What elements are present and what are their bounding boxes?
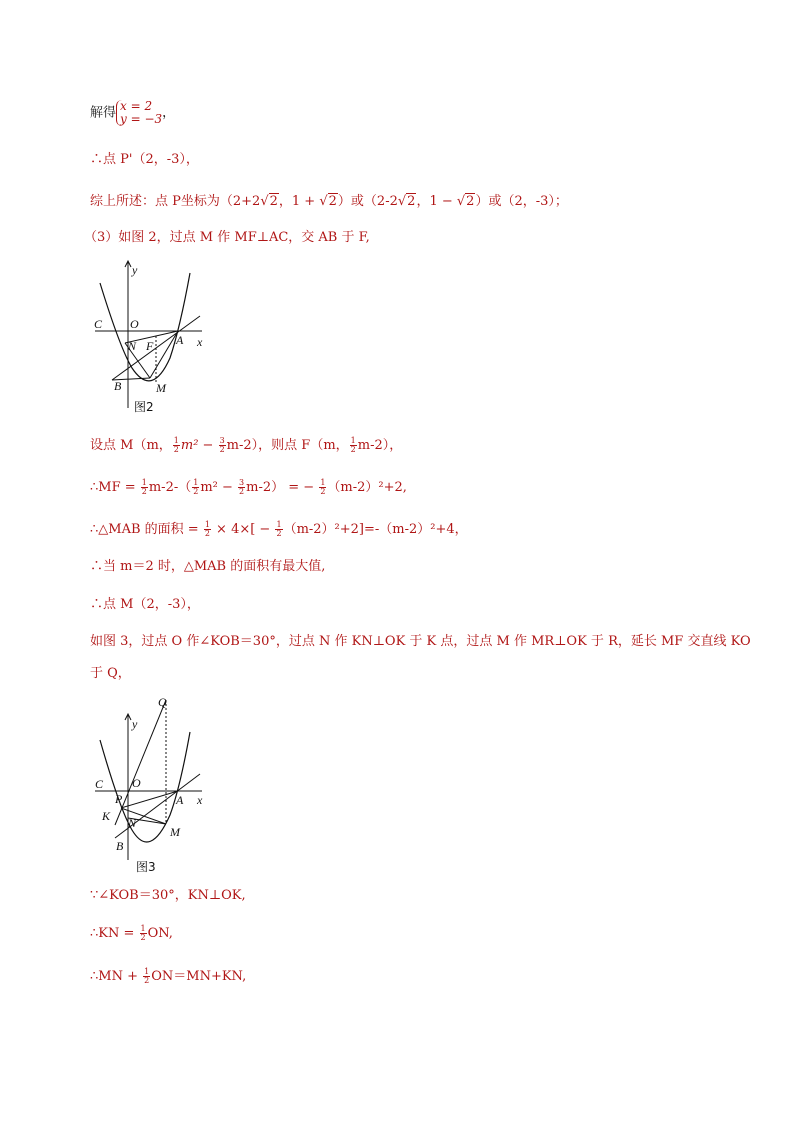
frac-d: 2 bbox=[239, 487, 245, 496]
l7-c: （m-2）²+2]=-（m-2）²+4， bbox=[283, 522, 468, 537]
l3-h: 2 bbox=[466, 194, 475, 209]
solution-line-6 bbox=[90, 479, 407, 497]
l5-d: m-2）， bbox=[357, 438, 403, 453]
frac-n: 1 bbox=[193, 478, 199, 487]
figure-3-caption: 图3 bbox=[136, 860, 156, 874]
l6-c: m² − bbox=[200, 480, 238, 495]
l6-b: m-2-（ bbox=[148, 480, 192, 495]
solution-line-7 bbox=[90, 521, 468, 539]
frac-half bbox=[319, 479, 326, 496]
solution-line-9: ∴点 M（2，-3）， bbox=[90, 597, 200, 612]
equation-system bbox=[116, 100, 162, 126]
solution-line-4: （3）如图 2，过点 M 作 MF⊥AC，交 AB 于 F, bbox=[84, 230, 370, 245]
frac-d: 2 bbox=[204, 529, 210, 538]
solution-line-11: 于 Q， bbox=[90, 666, 131, 681]
figure-2 bbox=[90, 258, 210, 418]
frac-half bbox=[141, 479, 148, 496]
fig2-label-C: C bbox=[94, 317, 103, 331]
fig2-label-y: y bbox=[132, 263, 138, 277]
l5-a: 设点 M（m， bbox=[90, 438, 172, 453]
frac-n: 1 bbox=[140, 924, 146, 933]
frac-d: 2 bbox=[350, 445, 356, 454]
fig3-label-M: M bbox=[170, 825, 180, 839]
frac-half bbox=[173, 437, 180, 454]
fig2-label-A: A bbox=[176, 333, 184, 347]
l7-b: × 4×[ − bbox=[211, 522, 275, 537]
frac-n: 1 bbox=[276, 520, 282, 529]
fig2-label-x: x bbox=[197, 335, 203, 349]
frac-d: 2 bbox=[219, 445, 225, 454]
frac-half bbox=[192, 479, 199, 496]
text-jiede: 解得 bbox=[90, 105, 117, 121]
fig2-label-B: B bbox=[114, 379, 122, 393]
l3-b: 2 bbox=[269, 194, 278, 209]
l7-a: ∴△MAB 的面积 = bbox=[90, 522, 203, 537]
solution-line-3: 综上所述：点 P坐标为（2+2√2，1 + √2）或（2-2√2，1 − √2）或（2，-3）； bbox=[90, 194, 568, 209]
fig3-label-P: P bbox=[115, 792, 123, 806]
eq-y: y = −3 bbox=[120, 112, 163, 126]
frac-n: 1 bbox=[144, 967, 150, 976]
frac-half bbox=[350, 437, 357, 454]
frac-half bbox=[204, 521, 211, 538]
frac-d: 2 bbox=[140, 933, 146, 942]
fig3-label-C: C bbox=[95, 777, 104, 791]
frac-three-halves bbox=[238, 479, 245, 496]
frac-d: 2 bbox=[144, 976, 150, 985]
l5-b: m² − bbox=[180, 438, 218, 453]
eq-x: x = 2 bbox=[120, 99, 153, 113]
fig3-label-O: O bbox=[132, 776, 141, 790]
frac-half bbox=[140, 925, 147, 942]
l3-g: ，1 − bbox=[416, 194, 457, 209]
l3-c: ，1 + bbox=[278, 194, 320, 209]
solution-line-12: ∵∠KOB＝30°，KN⊥OK, bbox=[90, 888, 246, 903]
l3-a: 综上所述：点 P坐标为（2+2 bbox=[90, 194, 261, 209]
solution-line-8: ∴当 m＝2 时，△MAB 的面积有最大值, bbox=[90, 559, 326, 574]
l5-c: m-2），则点 F（m， bbox=[226, 438, 349, 453]
fig2-label-N: N bbox=[128, 339, 137, 353]
frac-n: 1 bbox=[141, 478, 147, 487]
frac-n: 1 bbox=[204, 520, 210, 529]
fig2-label-M: M bbox=[156, 381, 166, 395]
frac-n: 3 bbox=[219, 436, 225, 445]
l13-b: ON, bbox=[147, 926, 173, 941]
frac-d: 2 bbox=[141, 487, 147, 496]
frac-d: 2 bbox=[193, 487, 199, 496]
fig3-label-A: A bbox=[176, 793, 184, 807]
l14-a: ∴MN + bbox=[90, 969, 143, 984]
solution-line-13 bbox=[90, 925, 173, 943]
figure-3 bbox=[90, 690, 220, 875]
l3-e: ）或（2-2 bbox=[337, 194, 398, 209]
frac-n: 3 bbox=[239, 478, 245, 487]
l13-a: ∴KN = bbox=[90, 926, 139, 941]
frac-half bbox=[275, 521, 282, 538]
frac-n: 1 bbox=[173, 436, 179, 445]
l6-d: m-2） = − bbox=[246, 480, 319, 495]
frac-d: 2 bbox=[276, 529, 282, 538]
l3-i: ）或（2，-3）； bbox=[475, 194, 568, 209]
solution-line-14 bbox=[90, 968, 246, 986]
frac-n: 1 bbox=[350, 436, 356, 445]
solution-line-10: 如图 3，过点 O 作∠KOB＝30°，过点 N 作 KN⊥OK 于 K 点，过点 M 作 MR⊥OK 于 R，延长 MF 交直线 KO bbox=[90, 634, 751, 649]
fig3-label-y: y bbox=[132, 717, 138, 731]
l14-b: ON＝MN+KN, bbox=[151, 969, 247, 984]
solution-line-5 bbox=[90, 437, 402, 455]
fig3-label-N: N bbox=[128, 816, 137, 830]
solution-line-1 bbox=[90, 100, 175, 126]
figure-3-diagram bbox=[90, 690, 220, 875]
fig2-label-O: O bbox=[130, 317, 139, 331]
frac-d: 2 bbox=[173, 445, 179, 454]
fig2-label-F: F bbox=[146, 339, 154, 353]
frac-three-halves bbox=[219, 437, 226, 454]
solution-line-2: ∴点 P'（2，-3）， bbox=[90, 152, 199, 167]
l3-d: 2 bbox=[328, 194, 337, 209]
l3-f: 2 bbox=[407, 194, 416, 209]
fig3-label-B: B bbox=[116, 839, 124, 853]
frac-d: 2 bbox=[320, 487, 326, 496]
fig3-label-K: K bbox=[102, 809, 111, 823]
comma: ， bbox=[162, 105, 176, 121]
l6-e: （m-2）²+2, bbox=[327, 480, 407, 495]
figure-2-caption: 图2 bbox=[134, 400, 154, 414]
fig3-label-x: x bbox=[197, 793, 203, 807]
frac-n: 1 bbox=[320, 478, 326, 487]
l6-a: ∴MF = bbox=[90, 480, 140, 495]
frac-half bbox=[143, 968, 150, 985]
fig3-label-Q: Q bbox=[158, 695, 167, 709]
figure-2-diagram bbox=[90, 258, 210, 418]
